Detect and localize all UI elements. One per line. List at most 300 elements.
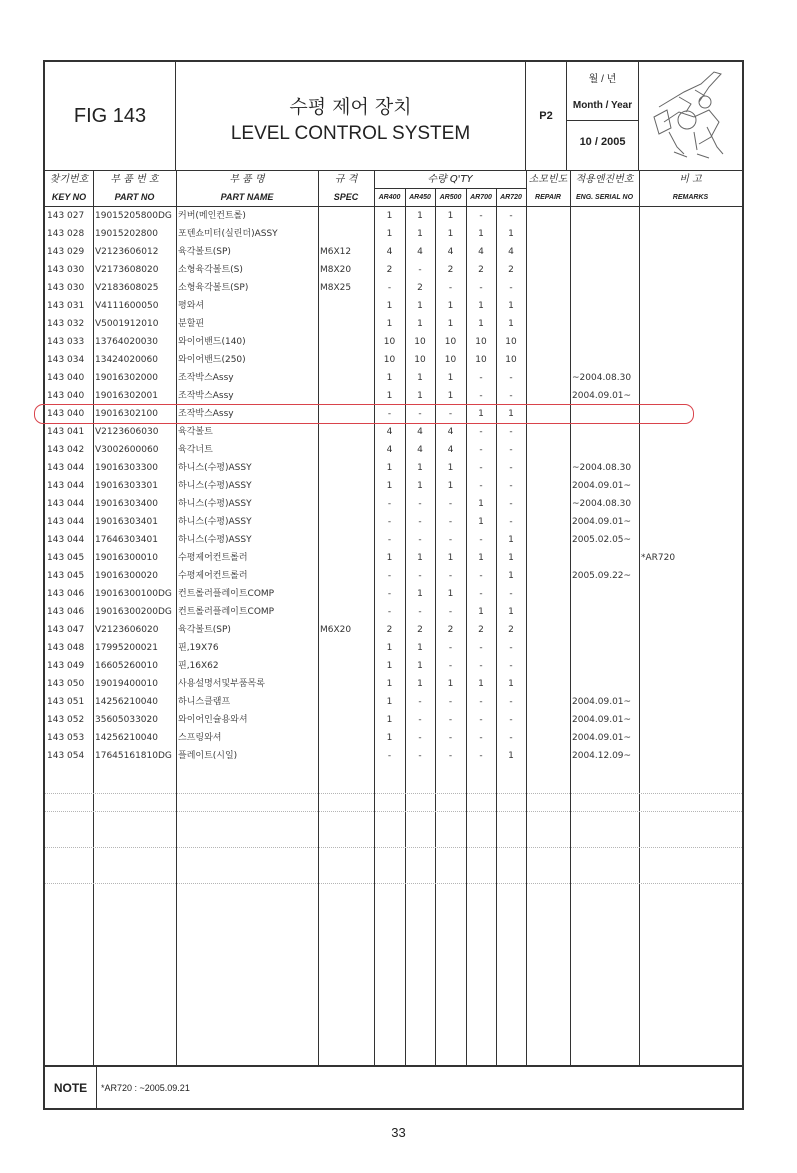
remarks [641,459,741,477]
qty-ar500: - [448,661,453,671]
qty-ar700: 1 [478,301,484,311]
eng-serial [572,639,638,657]
remarks [641,243,741,261]
table-row [45,729,742,747]
table-row [45,621,742,639]
part-name: 평와셔 [178,301,205,311]
remarks [641,261,741,279]
qty-ar500: - [448,517,453,527]
remarks [641,225,741,243]
key-no: 143 054 [47,751,85,761]
page-number: 33 [391,1125,406,1140]
remarks [641,567,741,585]
spec [320,639,374,657]
eng-serial [572,243,638,261]
remarks [641,657,741,675]
qty-ar700: - [479,445,483,455]
part-name: 조작박스Assy [178,409,234,419]
spec: M6X20 [320,625,352,635]
note-label: NOTE [45,1067,97,1110]
date-label-korean: 월 / 년 [588,74,617,85]
key-no: 143 045 [47,571,85,581]
qty-ar500: - [448,643,453,653]
qty-ar700: 1 [478,229,484,239]
part-name: 육각볼트 [178,427,213,437]
part-no: 19016303401 [95,517,158,527]
spec [320,729,374,747]
qty-ar700: - [479,589,483,599]
table-row [45,477,742,495]
table-row [45,387,742,405]
part-name: 와이어밴드(140) [178,337,246,347]
qty-ar700: 10 [475,355,487,365]
table-row [45,711,742,729]
header-spec-ko: 규 격 [334,174,358,185]
note-text: *AR720 : ~2005.09.21 [101,1083,190,1093]
spec [320,423,374,441]
qty-ar500: 1 [447,373,454,383]
qty-ar500: 2 [447,265,454,275]
qty-ar700: - [479,427,483,437]
spec [320,459,374,477]
part-name: 컨트롤러플레이트COMP [178,589,275,599]
qty-ar500: - [448,733,453,743]
qty-ar400: 1 [386,229,393,239]
eng-serial: 2005.09.22~ [572,571,632,581]
figure-number: FIG 143 [45,62,176,170]
qty-ar500: - [448,499,453,509]
qty-ar500: 10 [444,355,457,365]
table-row [45,657,742,675]
key-no: 143 052 [47,715,85,725]
qty-ar450: 1 [417,589,423,599]
spec [320,495,374,513]
qty-ar400: 4 [386,247,393,257]
part-no: V3002600060 [95,445,159,455]
key-no: 143 041 [47,427,85,437]
eng-serial: ~2004.08.30 [572,463,632,473]
qty-ar720: 2 [508,265,514,275]
spec: M6X12 [320,247,352,257]
part-name: 컨트롤러플레이트COMP [178,607,275,617]
qty-ar720: - [509,391,513,401]
qty-ar500: 10 [444,337,457,347]
qty-ar700: - [479,661,483,671]
spec [320,549,374,567]
key-no: 143 051 [47,697,85,707]
qty-ar700: - [479,481,483,491]
eng-serial [572,315,638,333]
qty-ar700: - [479,733,483,743]
part-name: 하니스(수평)ASSY [178,499,252,509]
qty-ar400: 1 [386,481,393,491]
remarks [641,639,741,657]
qty-ar720: - [509,499,513,509]
key-no: 143 033 [47,337,85,347]
spec [320,441,374,459]
remarks [641,747,741,765]
qty-ar500: 1 [447,301,454,311]
key-no: 143 028 [47,229,85,239]
qty-ar720: 2 [508,625,514,635]
part-name: 소형육각볼트(SP) [178,283,249,293]
table-row [45,333,742,351]
part-name: 사용설명서및부품목록 [178,679,265,689]
eng-serial [572,441,638,459]
table-row [45,243,742,261]
remarks [641,585,741,603]
qty-ar500: 1 [447,463,454,473]
qty-ar700: 1 [478,607,484,617]
title-english: LEVEL CONTROL SYSTEM [230,123,471,144]
part-name: 소형육각볼트(S) [178,265,243,275]
qty-ar450: - [418,571,422,581]
table-row [45,567,742,585]
eng-serial [572,675,638,693]
qty-ar450: 1 [417,679,423,689]
qty-ar500: 4 [447,445,454,455]
qty-ar700: 1 [478,319,484,329]
table-row [45,603,742,621]
part-no: V2123606030 [95,427,159,437]
part-name: 와이어인슐용와셔 [178,715,248,725]
spec: M8X20 [320,265,352,275]
qty-ar400: 1 [386,661,393,671]
qty-ar400: 1 [386,211,393,221]
key-no: 143 049 [47,661,85,671]
qty-ar400: 1 [386,733,393,743]
qty-ar720: - [509,517,513,527]
qty-ar720: 1 [508,607,514,617]
qty-ar720: - [509,283,513,293]
qty-ar500: - [448,571,453,581]
qty-ar450: - [418,517,422,527]
table-row [45,549,742,567]
part-no: 19016303400 [95,499,158,509]
qty-ar720: 10 [505,337,517,347]
qty-ar400: 2 [386,625,393,635]
qty-ar700: - [479,715,483,725]
table-row [45,513,742,531]
eng-serial [572,261,638,279]
qty-ar500: - [448,715,453,725]
qty-ar500: 1 [447,481,454,491]
qty-ar500: 1 [447,589,454,599]
qty-ar400: 1 [386,463,393,473]
key-no: 143 030 [47,265,85,275]
qty-ar500: - [448,607,453,617]
parts-sheet [43,60,744,1110]
part-name: 핀,19X76 [178,643,219,653]
remarks [641,495,741,513]
part-no: 17995200021 [95,643,158,653]
qty-ar720: - [509,697,513,707]
part-name: 플레이트(시일) [178,751,238,761]
qty-ar450: 1 [417,661,423,671]
qty-ar450: 4 [417,247,423,257]
table-row [45,261,742,279]
qty-ar720: - [509,463,513,473]
spec [320,657,374,675]
qty-ar400: 10 [383,355,396,365]
header-model-4: AR700 [470,194,492,201]
eng-serial [572,549,638,567]
part-name: 육각볼트(SP) [178,247,231,257]
part-name: 포텐쇼미터(실린더)ASSY [178,229,278,239]
machine-sketch-icon [639,62,742,170]
qty-ar720: 1 [508,553,514,563]
part-no: 13424020060 [95,355,158,365]
qty-ar700: 2 [478,625,484,635]
header-model-1: AR400 [378,194,401,201]
part-name: 조작박스Assy [178,391,234,401]
header-serial-ko: 적용엔진번호 [575,174,634,185]
part-no: 35605033020 [95,715,158,725]
header-qty-ko: 수량 Q'TY [427,174,473,185]
part-no: 19016300010 [95,553,158,563]
qty-ar400: - [387,283,392,293]
qty-ar400: 4 [386,445,393,455]
eng-serial: 2005.02.05~ [572,535,632,545]
part-no: 19016303300 [95,463,158,473]
qty-ar450: 1 [417,373,423,383]
qty-ar400: - [387,499,392,509]
key-no: 143 053 [47,733,85,743]
qty-ar450: 1 [417,391,423,401]
remarks [641,603,741,621]
qty-ar450: 1 [417,643,423,653]
part-no: 19015202800 [95,229,158,239]
part-no: 19019400010 [95,679,158,689]
eng-serial: ~2004.08.30 [572,499,632,509]
qty-ar450: - [418,733,422,743]
eng-serial: ~2004.08.30 [572,373,632,383]
key-no: 143 044 [47,535,85,545]
qty-ar400: - [387,589,392,599]
qty-ar500: - [448,409,453,419]
key-no: 143 030 [47,283,85,293]
part-no: V2123606012 [95,247,159,257]
qty-ar450: 1 [417,319,423,329]
remarks [641,441,741,459]
qty-ar700: 2 [478,265,484,275]
key-no: 143 050 [47,679,85,689]
part-no: V2123606020 [95,625,159,635]
header-repair-en: REPAIR [535,194,561,201]
remarks [641,711,741,729]
qty-ar500: - [448,751,453,761]
eng-serial [572,621,638,639]
table-row [45,495,742,513]
table-row [45,423,742,441]
qty-ar720: - [509,715,513,725]
header-remarks-en: REMARKS [672,194,709,201]
title-korean: 수평 제어 장치 [289,96,412,118]
qty-ar450: 2 [417,283,423,293]
spec [320,225,374,243]
key-no: 143 034 [47,355,85,365]
spec [320,585,374,603]
remarks [641,351,741,369]
qty-ar400: - [387,517,392,527]
part-name: 하니스(수평)ASSY [178,535,252,545]
eng-serial [572,297,638,315]
qty-ar400: 1 [386,373,393,383]
date-value: 10 / 2005 [579,136,626,148]
highlight-oval [34,404,694,424]
qty-ar450: 10 [414,355,426,365]
part-name: 핀,16X62 [178,661,219,671]
qty-ar400: 1 [386,715,393,725]
part-no: 19016302100 [95,409,158,419]
spec: M8X25 [320,283,352,293]
qty-ar400: 1 [386,553,393,563]
qty-ar400: - [387,535,392,545]
remarks [641,693,741,711]
qty-ar400: - [387,571,392,581]
part-no: 19016302000 [95,373,158,383]
qty-ar720: - [509,643,513,653]
qty-ar500: - [448,535,453,545]
eng-serial [572,207,638,225]
key-no: 143 040 [47,391,85,401]
illustration [639,62,742,170]
qty-ar400: 4 [386,427,393,437]
qty-ar400: - [387,607,392,617]
part-no: V5001912010 [95,319,159,329]
qty-ar450: 1 [417,553,423,563]
qty-ar700: - [479,283,483,293]
part-name: 스프링와셔 [178,733,222,743]
part-name: 하니스(수평)ASSY [178,463,252,473]
spec [320,513,374,531]
part-no: 19015205800DG [95,211,172,221]
qty-ar450: 1 [417,301,423,311]
part-no: 19016300100DG [95,589,172,599]
qty-ar720: 1 [508,229,514,239]
qty-ar450: - [418,751,422,761]
qty-ar700: - [479,391,483,401]
part-no: 19016303301 [95,481,158,491]
key-no: 143 031 [47,301,85,311]
key-no: 143 032 [47,319,85,329]
eng-serial [572,279,638,297]
qty-ar500: 1 [447,679,454,689]
qty-ar450: - [418,265,422,275]
key-no: 143 048 [47,643,85,653]
qty-ar720: 1 [508,751,514,761]
qty-ar500: - [448,283,453,293]
qty-ar450: 10 [414,337,426,347]
spec [320,603,374,621]
part-no: 16605260010 [95,661,158,671]
qty-ar500: 4 [447,247,454,257]
qty-ar500: - [448,697,453,707]
header-name-en: PART NAME [220,192,274,202]
qty-ar400: 10 [383,337,396,347]
part-name: 하니스(수평)ASSY [178,517,252,527]
part-name: 분할핀 [178,319,205,329]
key-no: 143 046 [47,589,85,599]
eng-serial [572,603,638,621]
table-row [45,297,742,315]
eng-serial [572,657,638,675]
qty-ar500: 1 [447,319,454,329]
part-no: 17646303401 [95,535,158,545]
table-row [45,369,742,387]
spec [320,711,374,729]
qty-ar700: - [479,373,483,383]
part-no: 13764020030 [95,337,158,347]
qty-ar700: - [479,643,483,653]
part-no: 14256210040 [95,733,158,743]
eng-serial: 2004.09.01~ [572,481,632,491]
eng-serial [572,351,638,369]
spec [320,747,374,765]
spec [320,207,374,225]
qty-ar450: 4 [417,427,423,437]
table-row [45,315,742,333]
qty-ar450: - [418,535,422,545]
part-no: 17645161810DG [95,751,172,761]
qty-ar700: 4 [478,247,484,257]
qty-ar500: 4 [447,427,454,437]
eng-serial [572,225,638,243]
key-no: 143 044 [47,481,85,491]
table-row [45,531,742,549]
part-no: 19016300020 [95,571,158,581]
table-row [45,279,742,297]
qty-ar450: 1 [417,481,423,491]
eng-serial: 2004.09.01~ [572,697,632,707]
part-name: 수평제어컨트롤러 [178,571,248,581]
page-code: P2 [526,62,567,170]
qty-ar720: 1 [508,571,514,581]
part-no: V4111600050 [95,301,159,311]
part-name: 하니스클램프 [178,697,231,707]
header-part-en: PART NO [114,192,155,202]
remarks [641,297,741,315]
qty-ar450: - [418,715,422,725]
part-no: V2173608020 [95,265,159,275]
header-key-en: KEY NO [51,192,87,202]
header-key-ko: 찾기번호 [49,174,89,185]
table-row [45,207,742,225]
qty-ar720: - [509,481,513,491]
key-no: 143 045 [47,553,85,563]
qty-ar720: - [509,733,513,743]
qty-ar500: 1 [447,229,454,239]
qty-ar400: 1 [386,679,393,689]
qty-ar400: 1 [386,301,393,311]
qty-ar400: 1 [386,697,393,707]
remarks [641,207,741,225]
spec [320,333,374,351]
header-model-3: AR500 [439,194,462,201]
qty-ar400: - [387,409,392,419]
spec [320,693,374,711]
qty-ar400: 2 [386,265,393,275]
part-name: 커버(메인컨트롤) [178,211,246,221]
remarks [641,423,741,441]
qty-ar720: 1 [508,535,514,545]
qty-ar450: - [418,409,422,419]
part-name: 조작박스Assy [178,373,234,383]
qty-ar720: - [509,661,513,671]
qty-ar700: 10 [475,337,487,347]
qty-ar720: - [509,427,513,437]
qty-ar700: 1 [478,679,484,689]
